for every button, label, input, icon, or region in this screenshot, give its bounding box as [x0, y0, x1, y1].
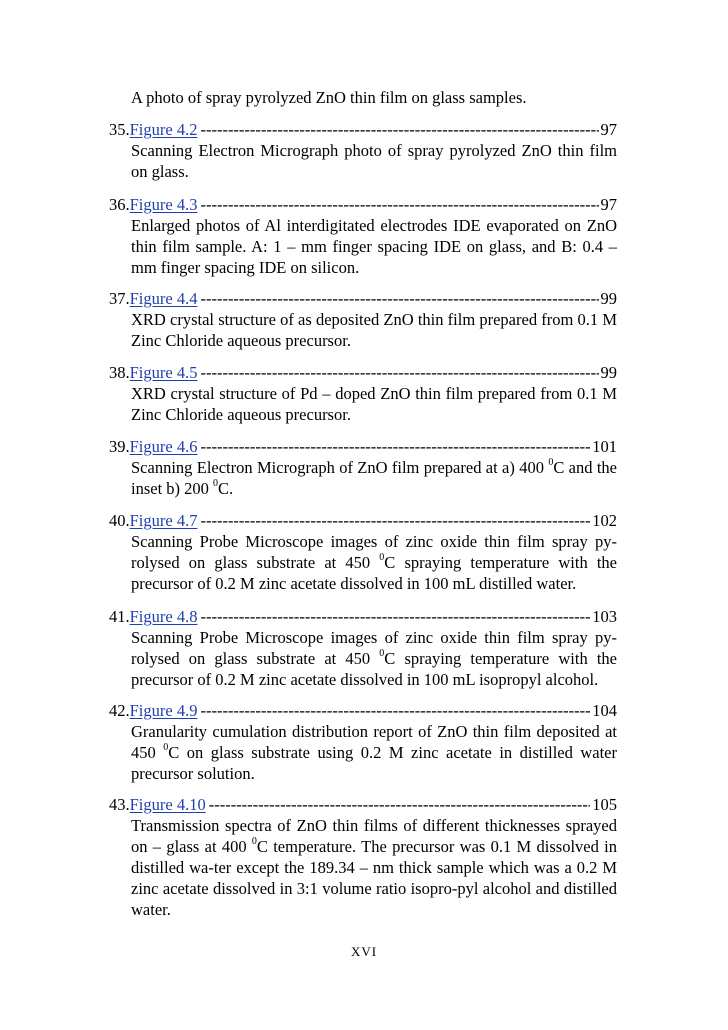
description-text: C temperature. The precursor was 0.1 M dissolved in distilled wa-ter except the 189.34 – nm thick sample which was a 0.2 M zinc acetate dissolved in 3:1 volume ratio isopro-pyl alcohol and distilled water.: [131, 837, 617, 919]
description-text: Granularity cumulation distribution report of ZnO thin film deposited at 450: [131, 722, 617, 762]
description-text: C.: [218, 479, 234, 498]
dot-leader: [200, 288, 598, 309]
page-number: 102: [592, 511, 617, 530]
description-text: C spraying temperature with the precursor of 0.2 M zinc acetate dissolved in 100 mL isopropyl alcohol.: [131, 649, 618, 689]
list-item: [109, 510, 617, 594]
page-number: 101: [592, 437, 617, 456]
entry-heading: [109, 436, 617, 457]
entry-heading: [109, 794, 617, 815]
entry-number: 40.: [109, 511, 130, 530]
figure-link[interactable]: Figure 4.9: [129, 701, 198, 720]
dot-leader: [200, 700, 590, 721]
description-text: Transmission spectra of ZnO thin films of different thicknesses sprayed on – glass at 400: [131, 816, 617, 856]
figure-link[interactable]: Figure 4.6: [129, 437, 198, 456]
figure-link[interactable]: Figure 4.10: [129, 795, 206, 814]
description-text: XRD crystal structure of as deposited ZnO thin film prepared from 0.1 M Zinc Chloride aqueous precursor.: [131, 310, 617, 350]
entry-number: 42.: [109, 701, 130, 720]
entry-description: [131, 531, 617, 594]
entry-description: [131, 457, 617, 499]
entry-description: [131, 140, 617, 182]
degree-superscript: 0: [163, 741, 169, 753]
description-text: XRD crystal structure of Pd – doped ZnO thin film prepared from 0.1 M Zinc Chloride aqueous precursor.: [131, 384, 617, 424]
list-item: [109, 119, 617, 182]
page-number: 99: [600, 363, 617, 382]
entry-heading: [109, 606, 617, 627]
entry-description: [131, 721, 617, 784]
dot-leader: [200, 510, 590, 531]
page-number: 97: [600, 120, 617, 139]
entry-heading: [109, 700, 617, 721]
dot-leader: [200, 362, 598, 383]
entry-number: 36.: [109, 195, 130, 214]
figure-link[interactable]: Figure 4.4: [129, 289, 198, 308]
entry-description: [131, 309, 617, 351]
entry-number: 35.: [109, 120, 130, 139]
dot-leader: [200, 119, 598, 140]
entry-number: 37.: [109, 289, 130, 308]
dot-leader: [200, 606, 590, 627]
list-item: [109, 700, 617, 784]
description-text: C on glass substrate using 0.2 M zinc acetate in distilled water precursor solution.: [131, 743, 617, 783]
list-item: [109, 794, 617, 920]
list-item: [109, 194, 617, 278]
page-number: 103: [592, 607, 617, 626]
figure-link[interactable]: Figure 4.2: [129, 120, 198, 139]
entry-heading: [109, 510, 617, 531]
entry-heading: [109, 119, 617, 140]
entry-description: [131, 627, 617, 690]
description-text: C and the inset b) 200: [131, 458, 617, 498]
dot-leader: [200, 194, 598, 215]
entry-description: [131, 215, 617, 278]
list-item: [109, 436, 617, 499]
figure-link[interactable]: Figure 4.5: [129, 363, 198, 382]
entry-number: 38.: [109, 363, 130, 382]
figure-link[interactable]: Figure 4.3: [129, 195, 198, 214]
degree-superscript: 0: [379, 551, 385, 563]
page-footer-number: XVI: [350, 944, 378, 959]
entry-description: [131, 815, 617, 920]
figure-link[interactable]: Figure 4.8: [129, 607, 198, 626]
description-text: C spraying temperature with the precursor of 0.2 M zinc acetate dissolved in 100 mL distilled water.: [131, 553, 618, 593]
entry-heading: [109, 194, 617, 215]
entry-description: [131, 383, 617, 425]
description-text: Scanning Electron Micrograph of ZnO film prepared at a) 400: [131, 458, 549, 477]
list-item: [109, 362, 617, 425]
degree-superscript: 0: [213, 477, 219, 489]
figure-link[interactable]: Figure 4.7: [129, 511, 198, 530]
page-number: 99: [600, 289, 617, 308]
page-number: 105: [592, 795, 617, 814]
degree-superscript: 0: [379, 647, 385, 659]
entry-number: 39.: [109, 437, 130, 456]
description-text: Scanning Electron Micrograph photo of spray pyrolyzed ZnO thin film on glass.: [131, 141, 617, 181]
entry-number: 41.: [109, 607, 130, 626]
lead-in-caption: A photo of spray pyrolyzed ZnO thin film on glass samples.: [131, 88, 527, 107]
page-number: 104: [592, 701, 617, 720]
entry-heading: [109, 362, 617, 383]
description-text: Enlarged photos of Al interdigitated electrodes IDE evaporated on ZnO thin film sample. A: 1 – mm finger spacing IDE on glass, and B: 0.4 – mm finger spacing IDE on silicon.: [131, 216, 617, 277]
description-text: Scanning Probe Microscope images of zinc oxide thin film spray py-rolysed on glass substrate at 450: [131, 628, 617, 668]
degree-superscript: 0: [251, 835, 257, 847]
list-item: [109, 606, 617, 690]
description-text: Scanning Probe Microscope images of zinc oxide thin film spray py-rolysed on glass substrate at 450: [131, 532, 617, 572]
entry-heading: [109, 288, 617, 309]
entry-number: 43.: [109, 795, 130, 814]
page-number: 97: [600, 195, 617, 214]
degree-superscript: 0: [548, 456, 554, 468]
dot-leader: [209, 794, 591, 815]
dot-leader: [200, 436, 590, 457]
list-item: [109, 288, 617, 351]
